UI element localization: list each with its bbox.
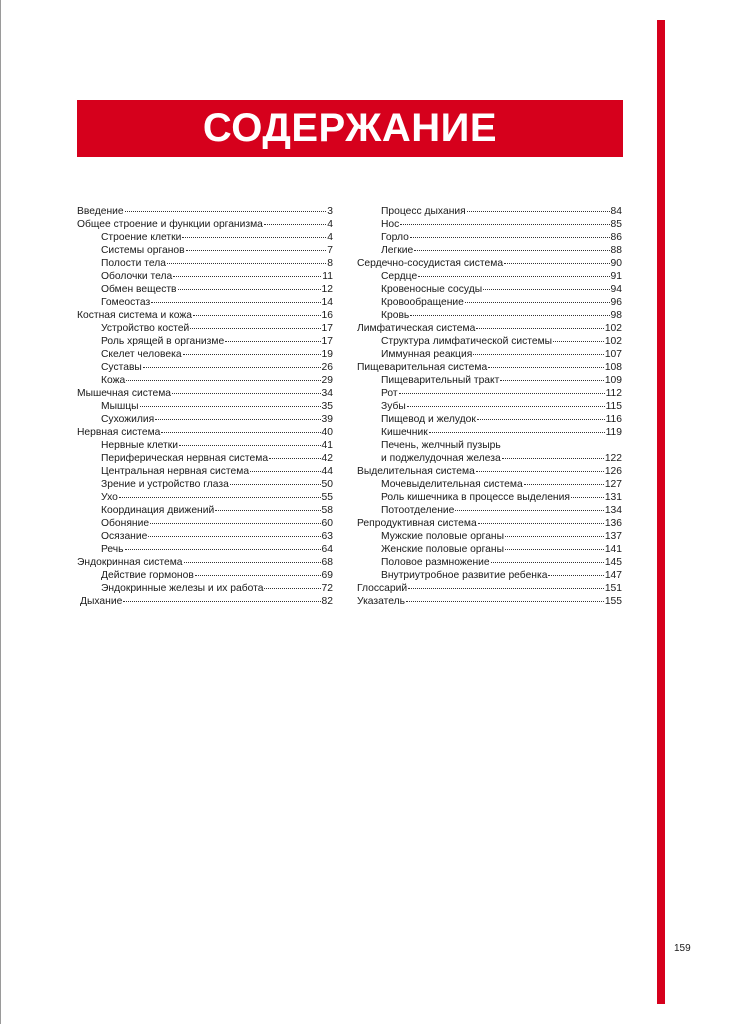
toc-entry-label: Координация движений: [101, 505, 215, 516]
toc-entry-page: 109: [604, 375, 622, 386]
toc-entry[interactable]: [357, 465, 622, 478]
toc-entry-label: Оболочки тела: [101, 271, 173, 282]
toc-entry-label: Системы органов: [101, 245, 185, 256]
toc-dot-leader: [150, 522, 320, 524]
toc-entry-label: Суставы: [101, 362, 142, 373]
toc-entry-label: Периферическая нервная система: [101, 453, 269, 464]
toc-entry-label: Эндокринная система: [77, 557, 183, 568]
toc-entry[interactable]: [357, 296, 622, 309]
toc-dot-leader: [407, 405, 605, 407]
toc-dot-leader: [500, 379, 603, 381]
toc-dot-leader: [476, 327, 603, 329]
toc-entry[interactable]: [357, 218, 622, 231]
toc-entry[interactable]: [357, 426, 622, 439]
toc-entry-label: Общее строение и функции организма: [77, 219, 263, 230]
toc-entry-label: Осязание: [101, 531, 148, 542]
toc-dot-leader: [477, 418, 605, 420]
toc-dot-leader: [250, 470, 320, 472]
toc-entry-page: 82: [321, 596, 333, 607]
toc-entry-label: Скелет человека: [101, 349, 182, 360]
toc-entry[interactable]: [77, 478, 333, 491]
toc-entry[interactable]: [357, 335, 622, 348]
toc-entry-label: Глоссарий: [357, 583, 408, 594]
toc-entry[interactable]: [357, 517, 622, 530]
toc-entry-page: 141: [604, 544, 622, 555]
toc-entry-label: Рот: [381, 388, 398, 399]
toc-dot-leader: [483, 288, 609, 290]
toc-entry[interactable]: [357, 361, 622, 374]
toc-entry-page: 19: [321, 349, 333, 360]
toc-entry[interactable]: [357, 231, 622, 244]
toc-entry-page: 91: [610, 271, 622, 282]
toc-dot-leader: [548, 574, 603, 576]
toc-entry[interactable]: [77, 218, 333, 231]
toc-entry-label: Легкие: [381, 245, 414, 256]
toc-entry-label: Мышечная система: [77, 388, 172, 399]
toc-dot-leader: [429, 431, 605, 433]
toc-entry-label: Пищевод и желудок: [381, 414, 476, 425]
toc-entry-page: 8: [327, 258, 333, 269]
toc-entry[interactable]: [357, 478, 622, 491]
page-title: СОДЕРЖАНИЕ: [202, 106, 498, 150]
toc-entry-page: 145: [604, 557, 622, 568]
toc-dot-leader: [125, 548, 321, 550]
toc-entry-label: Ухо: [101, 492, 118, 503]
toc-entry[interactable]: [77, 543, 333, 556]
toc-entry-label: Мужские половые органы: [381, 531, 505, 542]
toc-entry[interactable]: [77, 413, 333, 426]
toc-entry-page: 17: [321, 323, 333, 334]
toc-dot-leader: [406, 600, 604, 602]
toc-entry-label: Обмен веществ: [101, 284, 177, 295]
toc-entry-label: Выделительная система: [357, 466, 475, 477]
toc-dot-leader: [264, 223, 326, 225]
toc-entry[interactable]: [77, 517, 333, 530]
toc-entry-label: Зубы: [381, 401, 406, 412]
toc-entry-page: 119: [605, 427, 622, 438]
toc-dot-leader: [179, 444, 321, 446]
toc-entry-label: Кишечник: [381, 427, 428, 438]
toc-entry[interactable]: [77, 400, 333, 413]
toc-dot-leader: [400, 223, 609, 225]
toc-entry-label: Процесс дыхания: [381, 206, 466, 217]
toc-entry-page: 85: [610, 219, 622, 230]
toc-entry[interactable]: [357, 283, 622, 296]
toc-entry-page: 69: [321, 570, 333, 581]
toc-entry-label: Полости тела: [101, 258, 166, 269]
toc-entry-label: Кожа: [101, 375, 126, 386]
toc-dot-leader: [264, 587, 320, 589]
toc-entry-label: Сухожилия: [101, 414, 155, 425]
toc-entry-page: 122: [604, 453, 622, 464]
toc-entry-label: Печень, желчный пузырь: [381, 440, 501, 451]
toc-dot-leader: [126, 379, 320, 381]
toc-entry-label: Центральная нервная система: [101, 466, 250, 477]
toc-dot-leader: [553, 340, 604, 342]
toc-entry-label: Костная система и кожа: [77, 310, 192, 321]
toc-entry-page: 3: [327, 206, 333, 217]
toc-dot-leader: [167, 262, 326, 264]
toc-entry-page: 108: [604, 362, 622, 373]
toc-entry-label: Нервные клетки: [101, 440, 179, 451]
toc-entry-label: Пищеварительная система: [357, 362, 488, 373]
toc-entry-page: 84: [610, 206, 622, 217]
toc-entry-label: Речь: [101, 544, 124, 555]
toc-entry[interactable]: [357, 582, 622, 595]
toc-entry[interactable]: [77, 582, 333, 595]
toc-entry-label: Кровеносные сосуды: [381, 284, 483, 295]
toc-entry-label: Дыхание: [80, 596, 123, 607]
toc-dot-leader: [225, 340, 320, 342]
toc-dot-leader: [467, 210, 610, 212]
toc-entry[interactable]: [357, 491, 622, 504]
toc-entry-label: Роль кишечника в процессе выделения: [381, 492, 570, 503]
toc-dot-leader: [143, 366, 321, 368]
toc-dot-leader: [182, 236, 326, 238]
toc-entry-page: 34: [321, 388, 333, 399]
toc-entry[interactable]: [357, 374, 622, 387]
toc-dot-leader: [465, 301, 610, 303]
toc-entry-page: 151: [604, 583, 622, 594]
toc-entry-label: Указатель: [357, 596, 405, 607]
toc-entry-page: 4: [327, 232, 333, 243]
toc-entry[interactable]: [357, 257, 622, 270]
toc-entry-label: Обоняние: [101, 518, 150, 529]
toc-dot-leader: [504, 262, 609, 264]
toc-entry[interactable]: [77, 309, 333, 322]
toc-entry[interactable]: [77, 374, 333, 387]
toc-entry[interactable]: [77, 283, 333, 296]
toc-dot-leader: [502, 457, 604, 459]
toc-entry[interactable]: [77, 452, 333, 465]
page-edge-line: [0, 0, 1, 1024]
toc-entry[interactable]: [357, 595, 622, 608]
toc-dot-leader: [195, 574, 321, 576]
toc-entry[interactable]: [77, 426, 333, 439]
toc-dot-leader: [155, 418, 320, 420]
toc-entry-page: 90: [610, 258, 622, 269]
toc-dot-leader: [173, 275, 321, 277]
toc-entry-label: Действие гормонов: [101, 570, 194, 581]
toc-entry-label: Иммунная реакция: [381, 349, 473, 360]
accent-side-bar: [657, 20, 665, 1004]
toc-column-left: [77, 205, 333, 608]
toc-entry-label: Горло: [381, 232, 409, 243]
toc-entry-page: 88: [610, 245, 622, 256]
toc-entry-label: Внутриутробное развитие ребенка: [381, 570, 548, 581]
page-number: 159: [674, 943, 691, 954]
toc-entry[interactable]: [77, 296, 333, 309]
toc-entry[interactable]: [77, 257, 333, 270]
toc-dot-leader: [524, 483, 604, 485]
toc-entry-label: Устройство костей: [101, 323, 190, 334]
toc-entry-page: 98: [610, 310, 622, 321]
toc-entry[interactable]: [77, 361, 333, 374]
toc-entry[interactable]: [357, 309, 622, 322]
toc-dot-leader: [184, 561, 321, 563]
toc-entry[interactable]: [77, 270, 333, 283]
toc-entry-page: 116: [605, 414, 622, 425]
toc-entry-page: 60: [321, 518, 333, 529]
toc-entry-page: 134: [604, 505, 622, 516]
toc-dot-leader: [418, 275, 609, 277]
toc-entry[interactable]: [77, 322, 333, 335]
toc-entry[interactable]: [77, 387, 333, 400]
toc-entry[interactable]: [357, 452, 622, 465]
toc-entry-label: Нос: [381, 219, 400, 230]
toc-entry-page: 42: [321, 453, 333, 464]
toc-dot-leader: [119, 496, 321, 498]
toc-entry[interactable]: [77, 530, 333, 543]
toc-dot-leader: [473, 353, 604, 355]
toc-entry-label: Эндокринные железы и их работа: [101, 583, 264, 594]
toc-entry-label: Женские половые органы: [381, 544, 504, 555]
toc-entry-label: Сердечно-сосудистая система: [357, 258, 504, 269]
toc-entry-page: 50: [321, 479, 333, 490]
toc-entry[interactable]: [357, 413, 622, 426]
toc-entry-label: Мочевыделительная система: [381, 479, 523, 490]
title-banner: [77, 100, 623, 157]
toc-entry-label: Структура лимфатической системы: [381, 336, 553, 347]
toc-dot-leader: [148, 535, 320, 537]
toc-dot-leader: [410, 236, 610, 238]
toc-entry[interactable]: [357, 439, 622, 452]
toc-entry-label: Нервная система: [77, 427, 161, 438]
toc-dot-leader: [410, 314, 609, 316]
toc-entry-page: 147: [604, 570, 622, 581]
toc-dot-leader: [186, 249, 327, 251]
toc-entry-label: Лимфатическая система: [357, 323, 476, 334]
toc-dot-leader: [488, 366, 604, 368]
toc-entry[interactable]: [77, 244, 333, 257]
toc-entry-label: и поджелудочная железа: [381, 453, 501, 464]
toc-dot-leader: [491, 561, 604, 563]
toc-entry-page: 64: [321, 544, 333, 555]
toc-dot-leader: [193, 314, 321, 316]
toc-entry[interactable]: [357, 400, 622, 413]
toc-entry-page: 115: [605, 401, 622, 412]
toc-dot-leader: [571, 496, 604, 498]
toc-entry-page: 17: [321, 336, 333, 347]
toc-entry[interactable]: [77, 335, 333, 348]
toc-entry[interactable]: [357, 244, 622, 257]
toc-dot-leader: [505, 535, 604, 537]
toc-entry-page: 11: [322, 271, 333, 282]
toc-dot-leader: [269, 457, 320, 459]
toc-entry-page: 126: [604, 466, 622, 477]
toc-entry-page: 7: [327, 245, 333, 256]
toc-entry-page: 68: [321, 557, 333, 568]
toc-entry-page: 4: [327, 219, 333, 230]
toc-entry-page: 86: [610, 232, 622, 243]
toc-entry-label: Сердце: [381, 271, 418, 282]
toc-entry-page: 40: [321, 427, 333, 438]
toc-entry[interactable]: [357, 270, 622, 283]
toc-entry-page: 12: [321, 284, 333, 295]
toc-dot-leader: [414, 249, 609, 251]
toc-entry-page: 14: [321, 297, 333, 308]
toc-entry[interactable]: [77, 504, 333, 517]
toc-entry-page: 112: [605, 388, 622, 399]
toc-entry-page: 55: [321, 492, 333, 503]
toc-entry-page: 102: [604, 336, 622, 347]
toc-column-right: [357, 205, 622, 608]
toc-entry-page: 127: [604, 479, 622, 490]
toc-entry-page: 96: [610, 297, 622, 308]
toc-entry[interactable]: [357, 322, 622, 335]
toc-entry-page: 63: [321, 531, 333, 542]
toc-entry-page: 102: [604, 323, 622, 334]
toc-entry-page: 35: [321, 401, 333, 412]
toc-entry-page: 137: [604, 531, 622, 542]
toc-dot-leader: [125, 210, 327, 212]
toc-entry-page: 39: [321, 414, 333, 425]
toc-entry[interactable]: [77, 556, 333, 569]
toc-entry[interactable]: [357, 348, 622, 361]
toc-entry[interactable]: [357, 556, 622, 569]
toc-dot-leader: [172, 392, 321, 394]
toc-entry[interactable]: [77, 491, 333, 504]
toc-dot-leader: [151, 301, 320, 303]
toc-entry-page: 41: [321, 440, 333, 451]
toc-entry-label: Мышцы: [101, 401, 139, 412]
toc-entry-label: Кровь: [381, 310, 410, 321]
toc-dot-leader: [408, 587, 604, 589]
toc-dot-leader: [183, 353, 321, 355]
toc-entry-page: 131: [604, 492, 622, 503]
toc-entry-label: Введение: [77, 206, 124, 217]
toc-entry-label: Гомеостаз: [101, 297, 151, 308]
toc-dot-leader: [161, 431, 320, 433]
toc-entry[interactable]: [77, 595, 333, 608]
toc-entry-page: 16: [321, 310, 333, 321]
toc-entry-page: 29: [321, 375, 333, 386]
toc-entry-label: Половое размножение: [381, 557, 490, 568]
toc-entry-page: 58: [321, 505, 333, 516]
toc-dot-leader: [230, 483, 321, 485]
toc-entry[interactable]: [357, 504, 622, 517]
toc-entry[interactable]: [77, 205, 333, 218]
toc-dot-leader: [399, 392, 605, 394]
toc-entry-page: 107: [604, 349, 622, 360]
toc-entry-label: Зрение и устройство глаза: [101, 479, 229, 490]
toc-dot-leader: [505, 548, 604, 550]
toc-entry-page: 44: [321, 466, 333, 477]
toc-entry-page: 155: [604, 596, 622, 607]
toc-entry[interactable]: [77, 348, 333, 361]
toc-entry[interactable]: [357, 205, 622, 218]
toc-entry[interactable]: [77, 569, 333, 582]
toc-entry[interactable]: [77, 439, 333, 452]
toc-entry-label: Репродуктивная система: [357, 518, 477, 529]
toc-dot-leader: [478, 522, 604, 524]
toc-entry-label: Пищеварительный тракт: [381, 375, 500, 386]
toc-entry-label: Кровообращение: [381, 297, 464, 308]
toc-entry-page: 136: [604, 518, 622, 529]
toc-dot-leader: [123, 600, 320, 602]
toc-dot-leader: [178, 288, 321, 290]
toc-entry-label: Роль хрящей в организме: [101, 336, 225, 347]
toc-entry-label: Строение клетки: [101, 232, 182, 243]
toc-entry[interactable]: [77, 465, 333, 478]
toc-entry[interactable]: [357, 569, 622, 582]
toc-entry-label: Потоотделение: [381, 505, 455, 516]
toc-entry-page: 94: [610, 284, 622, 295]
toc-entry[interactable]: [357, 387, 622, 400]
toc-entry[interactable]: [357, 543, 622, 556]
toc-dot-leader: [140, 405, 321, 407]
toc-dot-leader: [190, 327, 320, 329]
toc-entry-page: 26: [321, 362, 333, 373]
toc-dot-leader: [455, 509, 603, 511]
toc-entry-page: 72: [321, 583, 333, 594]
toc-entry[interactable]: [77, 231, 333, 244]
toc-dot-leader: [476, 470, 604, 472]
toc-dot-leader: [215, 509, 320, 511]
toc-entry[interactable]: [357, 530, 622, 543]
